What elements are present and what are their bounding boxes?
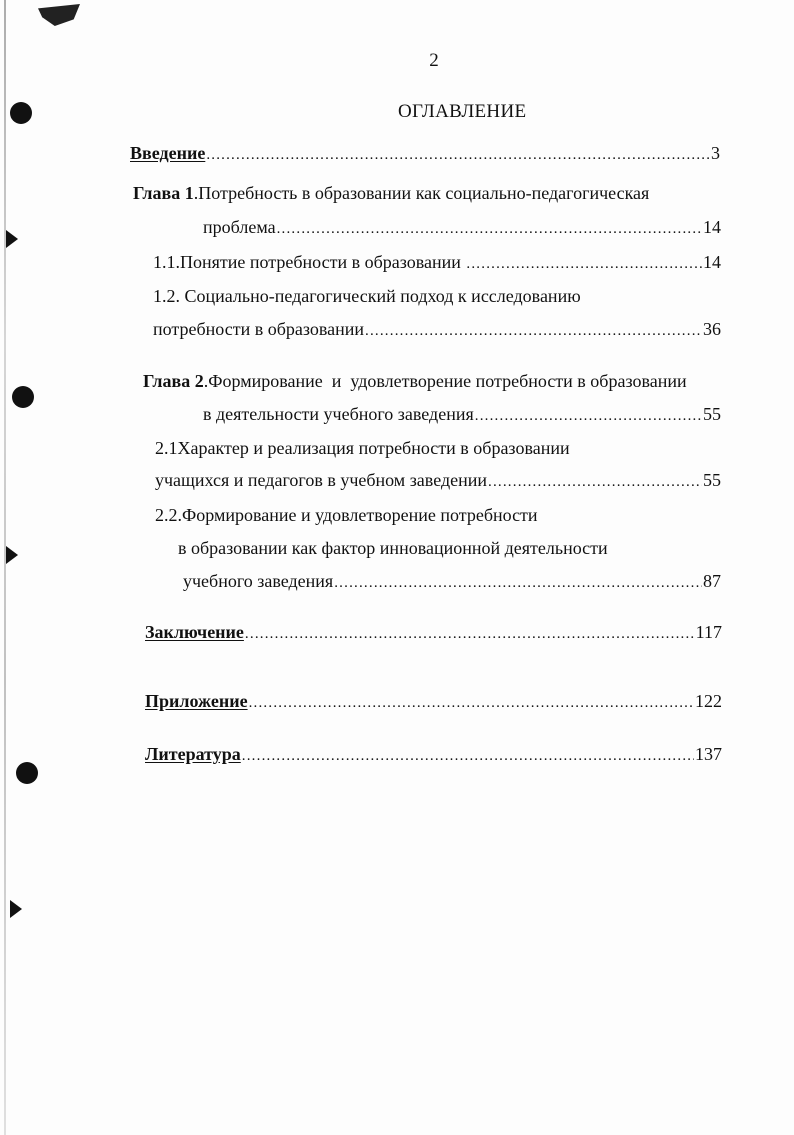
- toc-leader-dots: [365, 320, 702, 342]
- toc-entry-page: 14: [703, 252, 721, 272]
- toc-entry-intro[interactable]: [130, 142, 720, 166]
- toc-leader-dots: [242, 745, 694, 767]
- toc-entry-chapter2[interactable]: [203, 403, 721, 427]
- toc-leader-dots: [249, 692, 694, 714]
- toc-leader-dots: [206, 144, 710, 166]
- toc-entry-page: 3: [711, 143, 720, 163]
- toc-entry-literature[interactable]: [145, 743, 722, 767]
- scan-side-mark: [10, 900, 22, 918]
- toc-section-2-2-line[interactable]: в образовании как фактор инновационной деятельности: [178, 538, 608, 558]
- toc-section-1-2-line[interactable]: 1.2. Социально-педагогический подход к исследованию: [153, 286, 581, 306]
- toc-leader-dots: [245, 623, 695, 645]
- toc-entry-label: потребности в образовании: [153, 319, 364, 339]
- toc-entry-section-2-1[interactable]: [155, 469, 721, 493]
- toc-entry-page: 87: [703, 571, 721, 591]
- toc-chapter1-title[interactable]: [133, 182, 649, 204]
- scan-blot: [38, 4, 80, 26]
- toc-entry-section-1-2[interactable]: [153, 318, 721, 342]
- toc-entry-label: Введение: [130, 143, 206, 163]
- page-title: ОГЛАВЛЕНИЕ: [398, 101, 527, 122]
- toc-leader-dots: [334, 572, 702, 594]
- scan-side-mark: [6, 546, 18, 564]
- punch-hole-mark: [10, 102, 32, 124]
- chapter-prefix: Глава 1: [133, 183, 194, 203]
- toc-entry-label: Заключение: [145, 622, 244, 642]
- toc-entry-page: 122: [695, 691, 722, 711]
- toc-entry-label: 1.1.Понятие потребности в образовании: [153, 252, 466, 272]
- toc-entry-label: Литература: [145, 744, 241, 764]
- toc-entry-chapter1[interactable]: [203, 216, 721, 240]
- toc-entry-page: 14: [703, 217, 721, 237]
- toc-entry-page: 55: [703, 404, 721, 424]
- toc-entry-label: Приложение: [145, 691, 248, 711]
- toc-entry-conclusion[interactable]: [145, 621, 722, 645]
- punch-hole-mark: [16, 762, 38, 784]
- toc-entry-section-1-1[interactable]: [153, 251, 721, 275]
- chapter-title-line: .Формирование и удовлетворение потребности в образовании: [203, 371, 687, 391]
- toc-section-2-2-line[interactable]: 2.2.Формирование и удовлетворение потребности: [155, 505, 538, 525]
- toc-entry-appendix[interactable]: [145, 690, 722, 714]
- toc-entry-page: 137: [695, 744, 722, 764]
- scan-edge-line: [4, 0, 6, 1135]
- toc-entry-label: учебного заведения: [183, 571, 334, 591]
- toc-leader-dots: [277, 218, 702, 240]
- scan-side-mark: [6, 230, 18, 248]
- toc-leader-dots: [488, 471, 702, 493]
- toc-entry-label: в деятельности учебного заведения: [203, 404, 474, 424]
- punch-hole-mark: [12, 386, 34, 408]
- toc-entry-section-2-2[interactable]: [183, 570, 721, 594]
- toc-section-2-1-line[interactable]: 2.1Характер и реализация потребности в образовании: [155, 438, 570, 458]
- toc-entry-page: 36: [703, 319, 721, 339]
- toc-entry-label: учащихся и педагогов в учебном заведении: [155, 470, 487, 490]
- toc-chapter2-title[interactable]: [143, 370, 687, 392]
- toc-leader-dots: [466, 253, 702, 275]
- toc-leader-dots: [475, 405, 702, 427]
- page-number: 2: [429, 50, 439, 71]
- toc-entry-page: 55: [703, 470, 721, 490]
- chapter-prefix: Глава 2: [143, 371, 204, 391]
- chapter-title-line: .Потребность в образовании как социально-педагогическая: [193, 183, 650, 203]
- toc-entry-label: проблема: [203, 217, 276, 237]
- toc-entry-page: 117: [695, 622, 722, 642]
